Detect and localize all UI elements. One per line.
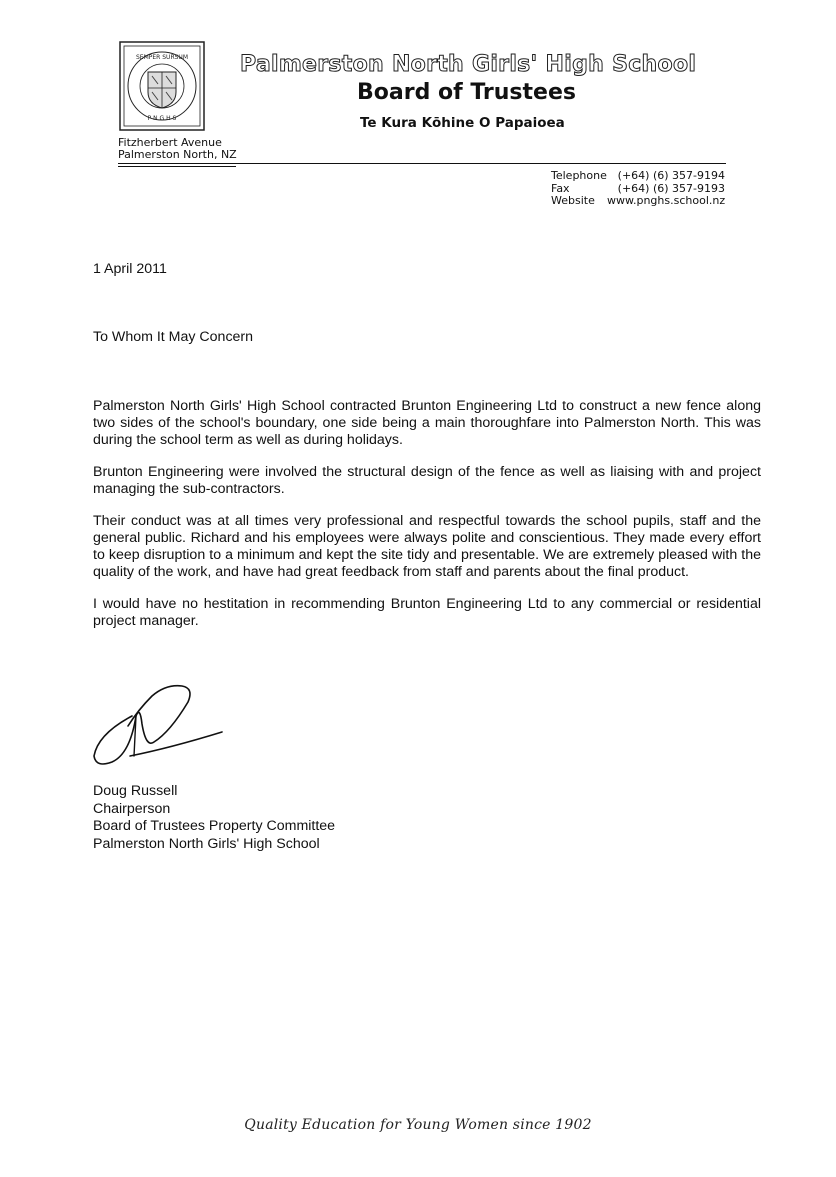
address-line: Palmerston North, NZ <box>118 148 237 161</box>
signatory-name: Doug Russell <box>93 783 178 799</box>
address-line: Fitzherbert Avenue <box>118 136 222 149</box>
footer-motto: Quality Education for Young Women since 1902 <box>244 1117 592 1133</box>
contact-row-telephone <box>551 170 725 183</box>
contact-row-website <box>551 195 725 208</box>
letter-body <box>93 398 761 645</box>
signatory-organisation: Palmerston North Girls' High School <box>93 835 320 852</box>
contact-label: Telephone <box>551 169 607 182</box>
board-title: Board of Trustees <box>357 80 576 105</box>
school-name: Palmerston North Girls' High School <box>240 52 697 77</box>
crest-letters-text: P N G H S <box>147 115 177 122</box>
contact-details <box>551 170 725 208</box>
school-address <box>118 137 237 161</box>
contact-label: Fax <box>551 181 570 195</box>
body-paragraph: I would have no hestitation in recommending Brunton Engineering Ltd to any commercial or residential project manager. <box>93 596 761 629</box>
maori-name: Te Kura Kōhine O Papaioea <box>360 115 565 131</box>
body-paragraph: Palmerston North Girls' High School contracted Brunton Engineering Ltd to construct a new fence along two sides of the school's boundary, one side being a main thoroughfare into Palmerston North. This was during the school term as well as during holidays. <box>93 398 761 448</box>
school-crest-logo <box>118 40 206 132</box>
contact-value: (+64) (6) 357-9194 <box>617 169 725 182</box>
signatory-title: Chairperson <box>93 800 171 817</box>
signatory-block <box>93 783 335 853</box>
body-paragraph: Brunton Engineering were involved the structural design of the fence as well as liaising with and project managing the sub-contractors. <box>93 464 761 497</box>
contact-value: (+64) (6) 357-9193 <box>617 181 725 195</box>
letterhead-divider <box>118 163 726 164</box>
address-underline <box>118 166 236 167</box>
letter-date: 1 April 2011 <box>93 261 167 277</box>
signatory-committee: Board of Trustees Property Committee <box>93 818 336 834</box>
contact-value: www.pnghs.school.nz <box>607 194 726 207</box>
letter-salutation: To Whom It May Concern <box>93 329 254 345</box>
body-paragraph: Their conduct was at all times very professional and respectful towards the school pupils, staff and the general public. Richard and his employees were always polite and conscientious. They made every effort to keep disruption to a minimum and kept the site tidy and presentable. We are extremely pleased with the quality of the work, and have had great feedback from staff and parents about the final product. <box>93 513 761 580</box>
handwritten-signature <box>90 676 230 772</box>
contact-label: Website <box>551 194 595 207</box>
crest-motto-text: SEMPER SURSUM <box>135 54 189 61</box>
